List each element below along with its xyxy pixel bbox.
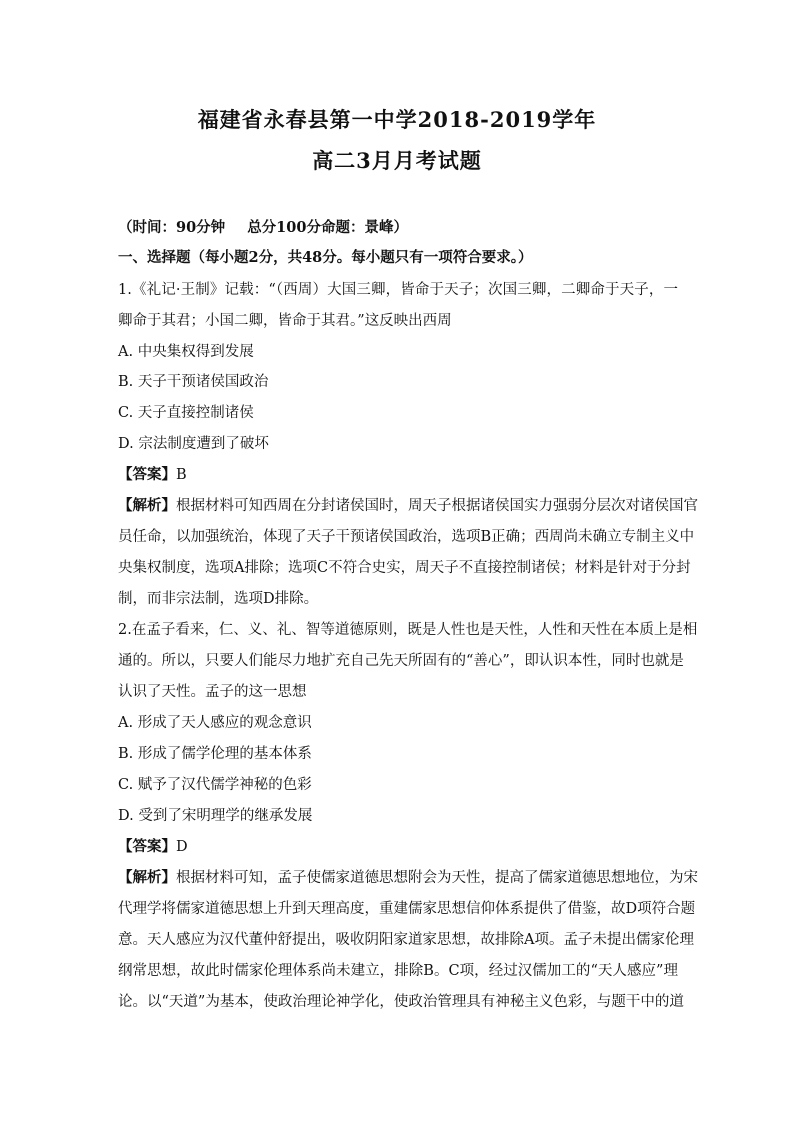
analysis-line: 纲常思想，故此时儒家伦理体系尚未建立，排除B。C项，经过汉儒加工的“天人感应”理 (118, 963, 678, 979)
answer-label: 【答案】 (118, 838, 176, 855)
option-d: D. 宗法制度遭到了破坏 (118, 436, 269, 452)
question-stem-line: 1.《礼记·王制》记载：“（西周）大国三卿，皆命于天子；次国三卿，二卿命于天子，一 (118, 282, 678, 298)
analysis-line (118, 496, 698, 516)
option-d: D. 受到了宋明理学的继承发展 (118, 808, 313, 824)
question-stem-line: 通的。所以，只要人们能尽力地扩充自己先天所固有的“善心”，即认识本性，同时也就是 (118, 653, 684, 669)
analysis-line: 意。天人感应为汉代董仲舒提出，吸收阴阳家道家思想，故排除A项。孟子未提出儒家伦理 (118, 932, 694, 948)
answer-value: D (176, 839, 188, 855)
option-c: C. 赋予了汉代儒学神秘的色彩 (118, 777, 312, 793)
analysis-line: 央集权制度，选项A排除；选项C不符合史实，周天子不直接控制诸侯；材料是针对于分封 (118, 560, 691, 576)
option-a: A. 中央集权得到发展 (118, 344, 254, 360)
analysis-line: 制，而非宗法制，选项D排除。 (118, 591, 319, 607)
answer-line (118, 465, 678, 485)
analysis-line: 代理学将儒家道德思想上升到天理高度，重建儒家思想信仰体系提供了借鉴，故D项符合题 (118, 901, 696, 917)
analysis-label: 【解析】 (118, 869, 176, 886)
option-b: B. 天子干预诸侯国政治 (118, 374, 269, 390)
analysis-label: 【解析】 (118, 497, 176, 514)
answer-label: 【答案】 (118, 466, 176, 483)
analysis-text: 根据材料可知，孟子使儒家道德思想附会为天性，提高了儒家道德思想地位，为宋 (176, 870, 698, 886)
question-stem-line: 卿命于其君；小国二卿，皆命于其君。”这反映出西周 (118, 313, 452, 329)
exam-time: （时间：90分钟 (118, 219, 226, 236)
option-a: A. 形成了天人感应的观念意识 (118, 715, 312, 731)
document-title-line2: 高二3月月考试题 (312, 148, 482, 173)
analysis-text: 根据材料可知西周在分封诸侯国时，周天子根据诸侯国实力强弱分层次对诸侯国官 (176, 498, 698, 514)
exam-info (118, 218, 678, 238)
option-c: C. 天子直接控制诸侯 (118, 405, 254, 421)
document-title-line1: 福建省永春县第一中学2018-2019学年 (197, 107, 597, 132)
analysis-line: 员任命，以加强统治，体现了天子干预诸侯国政治，选项B正确；西周尚未确立专制主义中 (118, 529, 695, 545)
answer-line (118, 837, 678, 857)
analysis-line (118, 868, 698, 888)
option-b: B. 形成了儒学伦理的基本体系 (118, 746, 312, 762)
section-heading: 一、选择题（每小题2分，共48分。每小题只有一项符合要求。） (118, 249, 533, 266)
answer-value: B (176, 467, 187, 483)
question-stem-line: 2.在孟子看来，仁、义、礼、智等道德原则，既是人性也是天性，人性和天性在本质上是相 (118, 622, 698, 638)
exam-score: 总分100分命题：景峰） (247, 219, 408, 236)
question-stem-line: 认识了天性。孟子的这一思想 (118, 684, 307, 700)
analysis-line: 论。以“天道”为基本，使政治理论神学化，使政治管理具有神秘主义色彩，与题干中的道 (118, 994, 684, 1010)
